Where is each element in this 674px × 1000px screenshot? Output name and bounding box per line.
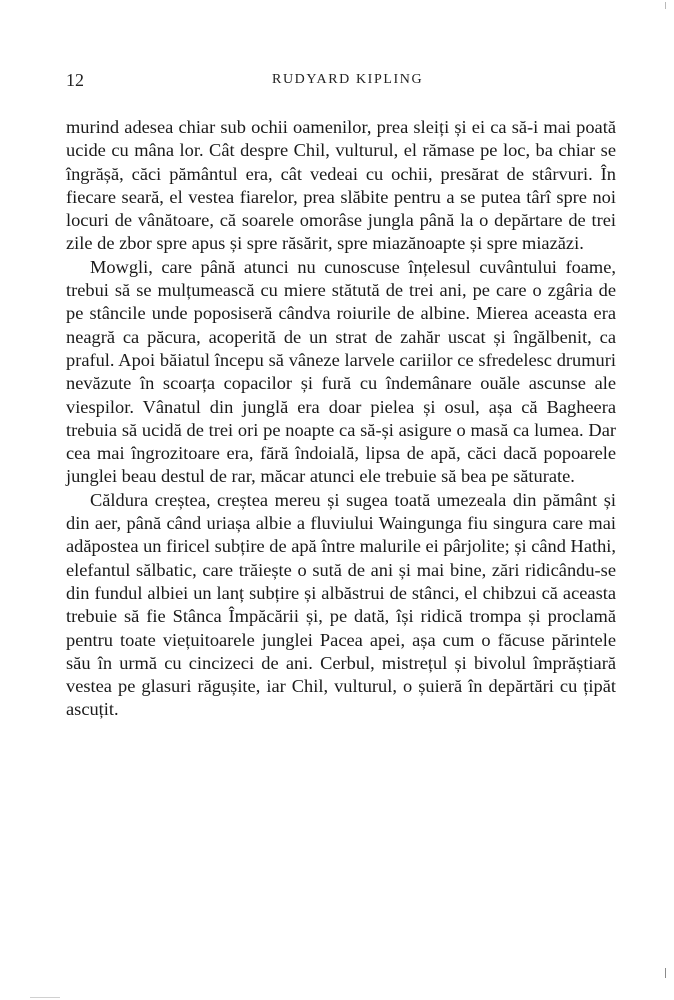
- scan-edge-mark: [30, 997, 60, 998]
- paragraph-continued: murind adesea chiar sub ochii oamenilor, prea sleiți și ei ca să-i mai poată ucide cu mâna lor. Cât despre Chil, vulturul, el rămase pe loc, ba chiar se îngrășă, căci pământul era, cât vedeai cu ochii, presărat de stârvuri. În fiecare seară, el vestea fiarelor, prea slăbite pentru a se putea târî spre noi locuri de vânătoare, că soarele omorâse jungla până la o depărtare de trei zile de zbor spre apus și spre răsărit, spre miazănoapte și spre miazăzi.: [66, 117, 616, 254]
- page-number: 12: [66, 70, 84, 90]
- paragraph: Căldura creștea, creștea mereu și sugea toată umezeala din pământ și din aer, până când uriașa albie a fluviului Waingunga fiu singura care mai adăpostea un firicel subțire de apă între malurile ei pârjolite; și când Hathi, elefantul sălbatic, care trăiește o sută de ani și mai bine, zări ridicându-se din fundul albiei un lanț subțire și albăstrui de stânci, el chibzui că aceasta trebuie să fie Stânca Împăcării și, pe dată, își ridică trompa și proclamă pentru toate viețuitoarele junglei Pacea apei, așa cum o făcuse părintele său în urmă cu cincizeci de ani. Cerbul, mistrețul și bivolul împrăștiară vestea pe glasuri răgușite, iar Chil, vulturul, o șuieră în depărtări cu țipăt ascuțit.: [66, 489, 616, 720]
- running-head-author: RUDYARD KIPLING: [272, 72, 424, 87]
- body-text: [66, 116, 616, 722]
- running-header: [66, 70, 616, 94]
- scan-edge-mark: [665, 968, 666, 978]
- scan-edge-mark: [665, 2, 666, 9]
- paragraph: Mowgli, care până atunci nu cunoscuse înțelesul cuvântului foame, trebui să se mulțumească cu miere stătută de trei ani, pe care o zgâria de pe stâncile unde poposiseră cândva roiurile de albine. Mierea aceasta era neagră ca păcura, acoperită de un strat de zahăr uscat și îngălbenit, ca praful. Apoi băiatul începu să vâneze larvele cariilor ce sfredelesc drumuri nevăzute în scoarța copacilor și fură cu îndemânare ouăle ascunse ale viespilor. Vânatul din junglă era doar pielea și osul, așa că Bagheera trebuia să ucidă de trei ori pe noapte ca să-și asigure o masă ca lumea. Dar cea mai îngrozitoare era, fără îndoială, lipsa de apă, căci dacă popoarele junglei beau destul de rar, măcar atunci ele trebuie să bea pe săturate.: [66, 256, 616, 487]
